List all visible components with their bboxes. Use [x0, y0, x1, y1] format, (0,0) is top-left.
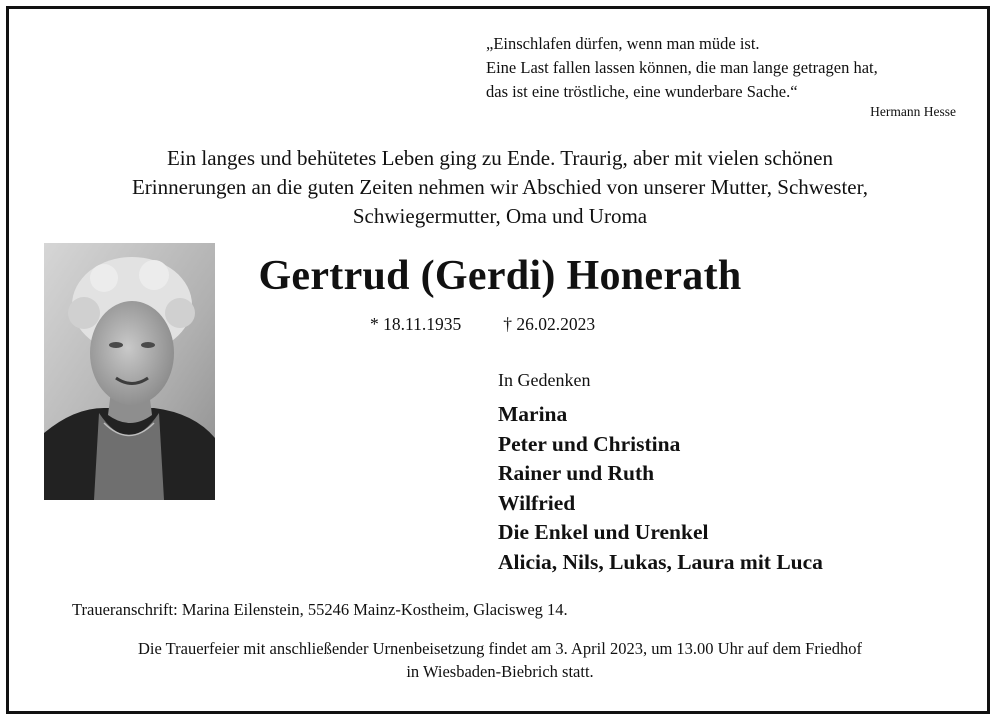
life-dates — [370, 314, 595, 335]
intro-line: Erinnerungen an die guten Zeiten nehmen wir Abschied von unserer Mutter, Schwester, — [131, 175, 868, 199]
mourner-name: Marina — [498, 402, 568, 426]
mourner-name: Die Enkel und Urenkel — [498, 520, 709, 544]
death-date: † 26.02.2023 — [503, 314, 596, 334]
intro-line: Schwiegermutter, Oma und Uroma — [352, 204, 648, 228]
memorial-heading: In Gedenken — [498, 370, 591, 390]
ceremony-line: Die Trauerfeier mit anschließender Urnenbeisetzung findet am 3. April 2023, um 13.00 Uhr auf dem Friedhof — [138, 639, 862, 658]
quote-line: „Einschlafen dürfen, wenn man müde ist. — [486, 34, 760, 53]
mourner-name: Alicia, Nils, Lukas, Laura mit Luca — [498, 549, 823, 574]
birth-date: * 18.11.1935 — [370, 314, 462, 334]
quote-author: Hermann Hesse — [870, 104, 956, 119]
mourning-address: Traueranschrift: Marina Eilenstein, 55246 Mainz-Kostheim, Glacisweg 14. — [72, 600, 568, 619]
mourner-name: Peter und Christina — [498, 431, 681, 456]
mourner-name: Wilfried — [498, 490, 576, 515]
portrait-photo — [44, 243, 215, 500]
intro-line: Ein langes und behütetes Leben ging zu Ende. Traurig, aber mit vielen schönen — [166, 146, 833, 170]
quote-line: Eine Last fallen lassen können, die man lange getragen hat, — [486, 58, 878, 77]
ceremony-line: in Wiesbaden-Biebrich statt. — [406, 662, 594, 681]
intro-text — [40, 144, 960, 231]
mourners-list — [498, 400, 823, 577]
ceremony-notice — [40, 637, 960, 683]
deceased-name: Gertrud (Gerdi) Honerath — [258, 253, 742, 299]
mourner-name: Rainer und Ruth — [498, 461, 655, 485]
quote-line: das ist eine tröstliche, eine wunderbare Sache.“ — [486, 82, 798, 101]
epigraph-quote — [486, 32, 956, 121]
